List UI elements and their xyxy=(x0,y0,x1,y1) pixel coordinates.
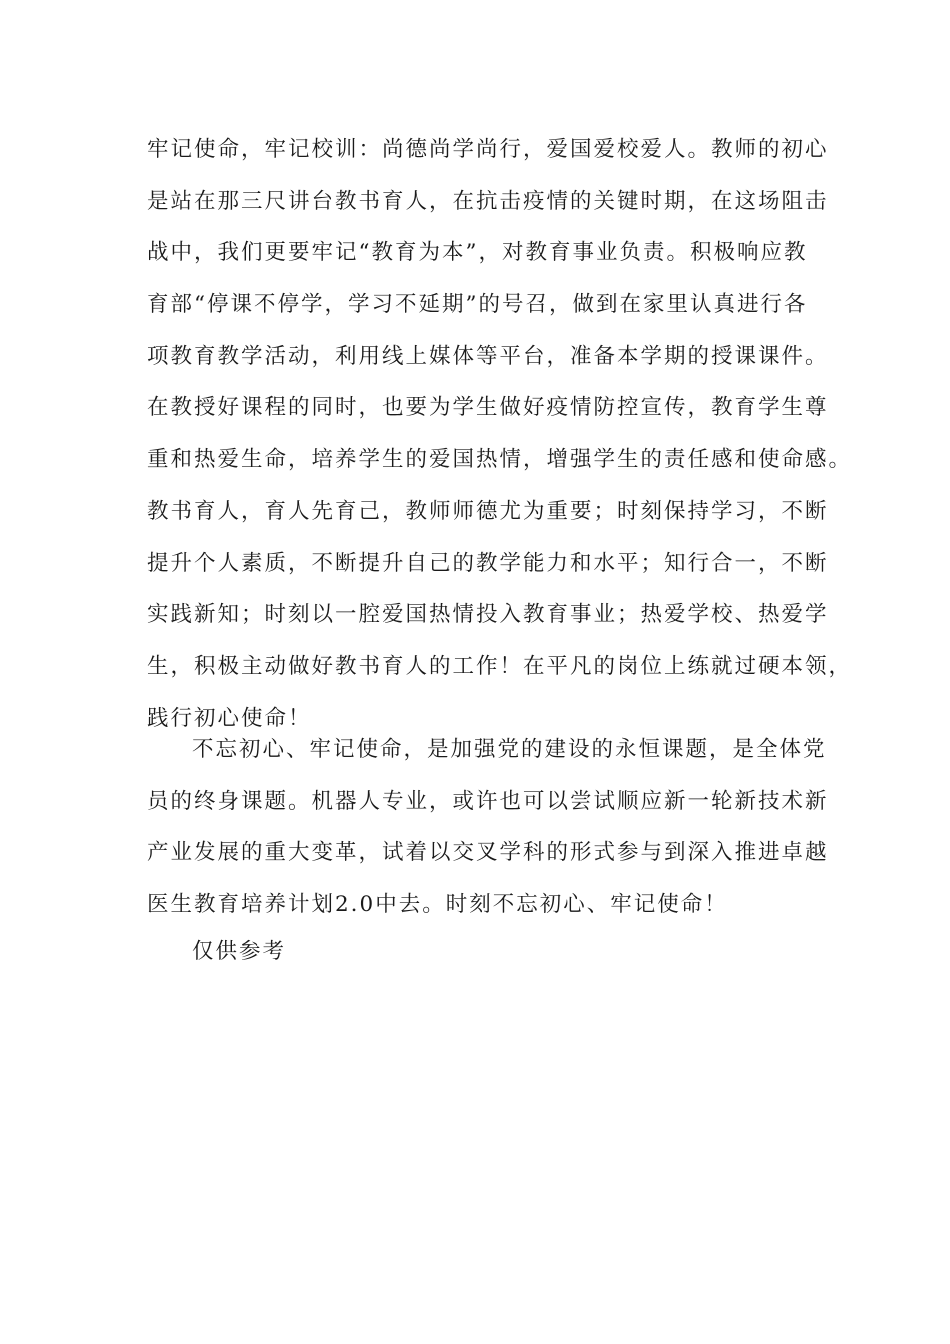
closing-note xyxy=(147,926,807,978)
paragraph-line: 重和热爱生命，培养学生的爱国热情，增强学生的责任感和使命感。 xyxy=(147,447,853,473)
paragraph-line: 医生教育培养计划2.0中去。时刻不忘初心、牢记使命！ xyxy=(147,892,728,918)
paragraph-1 xyxy=(147,124,853,744)
paragraph-line: 战中，我们更要牢记“教育为本”，对教育事业负责。积极响应教 xyxy=(147,240,808,266)
paragraph-line: 提升个人素质，不断提升自己的教学能力和水平；知行合一，不断 xyxy=(147,550,829,576)
paragraph-line: 生，积极主动做好教书育人的工作！在平凡的岗位上练就过硬本领， xyxy=(147,653,853,679)
paragraph-line: 在教授好课程的同时，也要为学生做好疫情防控宣传，教育学生尊 xyxy=(147,395,829,421)
paragraph-line: 育部“停课不停学，学习不延期”的号召，做到在家里认真进行各 xyxy=(147,292,808,318)
paragraph-line: 实践新知；时刻以一腔爱国热情投入教育事业；热爱学校、热爱学 xyxy=(147,602,829,628)
paragraph-line: 项教育教学活动，利用线上媒体等平台，准备本学期的授课课件。 xyxy=(147,343,829,369)
paragraph-line: 员的终身课题。机器人专业，或许也可以尝试顺应新一轮新技术新 xyxy=(147,788,829,814)
paragraph-line: 牢记使命，牢记校训：尚德尚学尚行，爱国爱校爱人。教师的初心 xyxy=(147,137,829,162)
paragraph-line: 不忘初心、牢记使命，是加强党的建设的永恒课题，是全体党 xyxy=(192,737,827,762)
paragraph-2 xyxy=(147,724,829,931)
paragraph-line: 产业发展的重大变革，试着以交叉学科的形式参与到深入推进卓越 xyxy=(147,840,829,866)
paragraph-line: 是站在那三尺讲台教书育人，在抗击疫情的关键时期，在这场阻击 xyxy=(147,188,829,214)
closing-note-text: 仅供参考 xyxy=(192,939,287,964)
paragraph-line: 践行初心使命！ xyxy=(147,705,312,731)
paragraph-line: 教书育人，育人先育己，教师师德尤为重要；时刻保持学习，不断 xyxy=(147,498,829,524)
